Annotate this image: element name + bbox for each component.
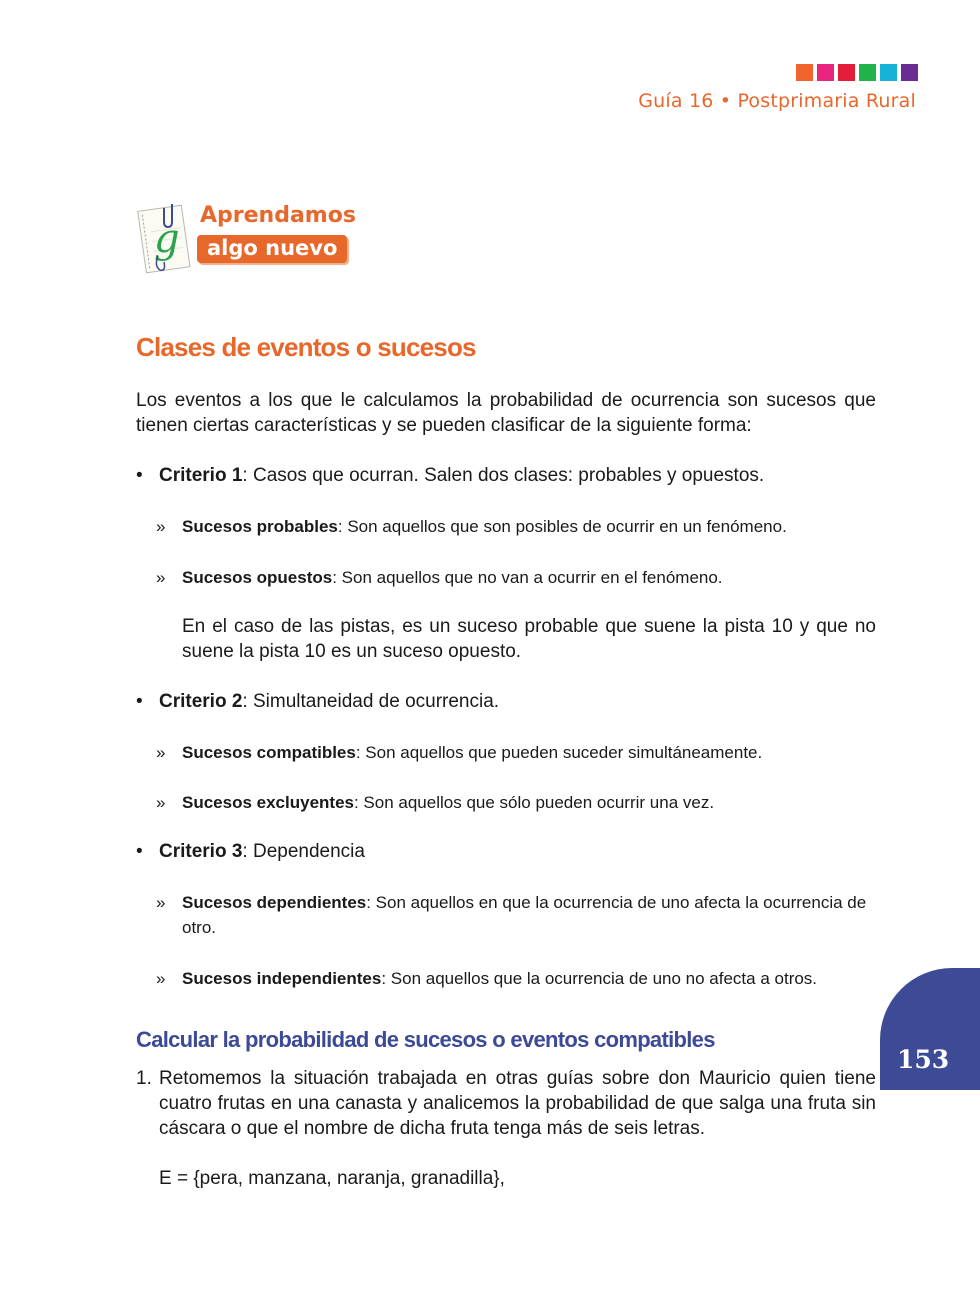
color-square-red	[838, 64, 855, 81]
sub-item-term: Sucesos compatibles	[182, 743, 356, 762]
criterio-desc: : Simultaneidad de ocurrencia.	[242, 691, 500, 712]
sub-item-desc: : Son aquellos que la ocurrencia de uno no afecta a otros.	[381, 969, 818, 988]
criterio-desc: : Casos que ocurran. Salen dos clases: probables y opuestos.	[242, 465, 765, 486]
sub-bullet-glyph: »	[156, 568, 166, 587]
item-number: 1.	[136, 1068, 152, 1089]
criterio-1-note: En el caso de las pistas, es un suceso probable que suene la pista 10 y que no suene la pista 10 es un suceso opuesto.	[182, 616, 876, 662]
sub-item-term: Sucesos probables	[182, 517, 338, 536]
header-guide-label: Guía 16 • Postprimaria Rural	[638, 90, 916, 112]
color-square-cyan	[880, 64, 897, 81]
sub-item-desc: : Son aquellos que pueden suceder simultáneamente.	[355, 743, 763, 762]
notebook-paperclip-g-icon	[134, 200, 194, 278]
sub-item-desc: : Son aquellos que sólo pueden ocurrir una vez.	[353, 793, 715, 812]
section-label-badge: algo nuevo	[197, 235, 347, 263]
sub-item-desc: : Son aquellos que no van a ocurrir en el fenómeno.	[332, 568, 723, 587]
criterio-desc: : Dependencia	[242, 841, 365, 862]
svg-text:g: g	[154, 216, 180, 262]
section-subtitle: Calcular la probabilidad de sucesos o eventos compatibles	[136, 1027, 715, 1052]
sub-item-term: Sucesos opuestos	[182, 568, 333, 587]
sub-bullet-glyph: »	[156, 743, 166, 762]
sub-item-term: Sucesos dependientes	[182, 893, 367, 912]
sub-item-desc: : Son aquellos en que la ocurrencia de uno afecta la ocurrencia de otro.	[182, 893, 867, 937]
sub-bullet-glyph: »	[156, 793, 166, 812]
intro-paragraph: Los eventos a los que le calculamos la probabilidad de ocurrencia son sucesos que tienen ciertas características y se pueden clasificar de la siguiente forma:	[136, 390, 876, 436]
criterio-term: Criterio 3	[159, 841, 243, 862]
item-text: Retomemos la situación trabajada en otras guías sobre don Mauricio quien tiene cuatro frutas en una canasta y analicemos la probabilidad de que salga una fruta sin cáscara o que el nombre de dicha fruta tenga más de seis letras.	[159, 1068, 876, 1139]
criterio-term: Criterio 2	[159, 691, 243, 712]
color-square-purple	[901, 64, 918, 81]
criterio-term: Criterio 1	[159, 465, 243, 486]
sub-item-term: Sucesos excluyentes	[182, 793, 354, 812]
bullet-glyph: •	[136, 841, 143, 862]
header-color-squares	[796, 64, 918, 81]
section-label-title: Aprendamos	[200, 203, 356, 228]
sample-space-line: E = {pera, manzana, naranja, granadilla},	[159, 1168, 505, 1189]
page-title: Clases de eventos o sucesos	[136, 332, 476, 362]
bullet-glyph: •	[136, 691, 143, 712]
sub-bullet-glyph: »	[156, 517, 166, 536]
sub-item-term: Sucesos independientes	[182, 969, 382, 988]
page-number: 153	[897, 1045, 950, 1074]
sub-bullet-glyph: »	[156, 893, 166, 912]
sub-bullet-glyph: »	[156, 969, 166, 988]
color-square-orange	[796, 64, 813, 81]
sub-item-desc: : Son aquellos que son posibles de ocurrir en un fenómeno.	[337, 517, 787, 536]
color-square-green	[859, 64, 876, 81]
color-square-pink	[817, 64, 834, 81]
bullet-glyph: •	[136, 465, 143, 486]
